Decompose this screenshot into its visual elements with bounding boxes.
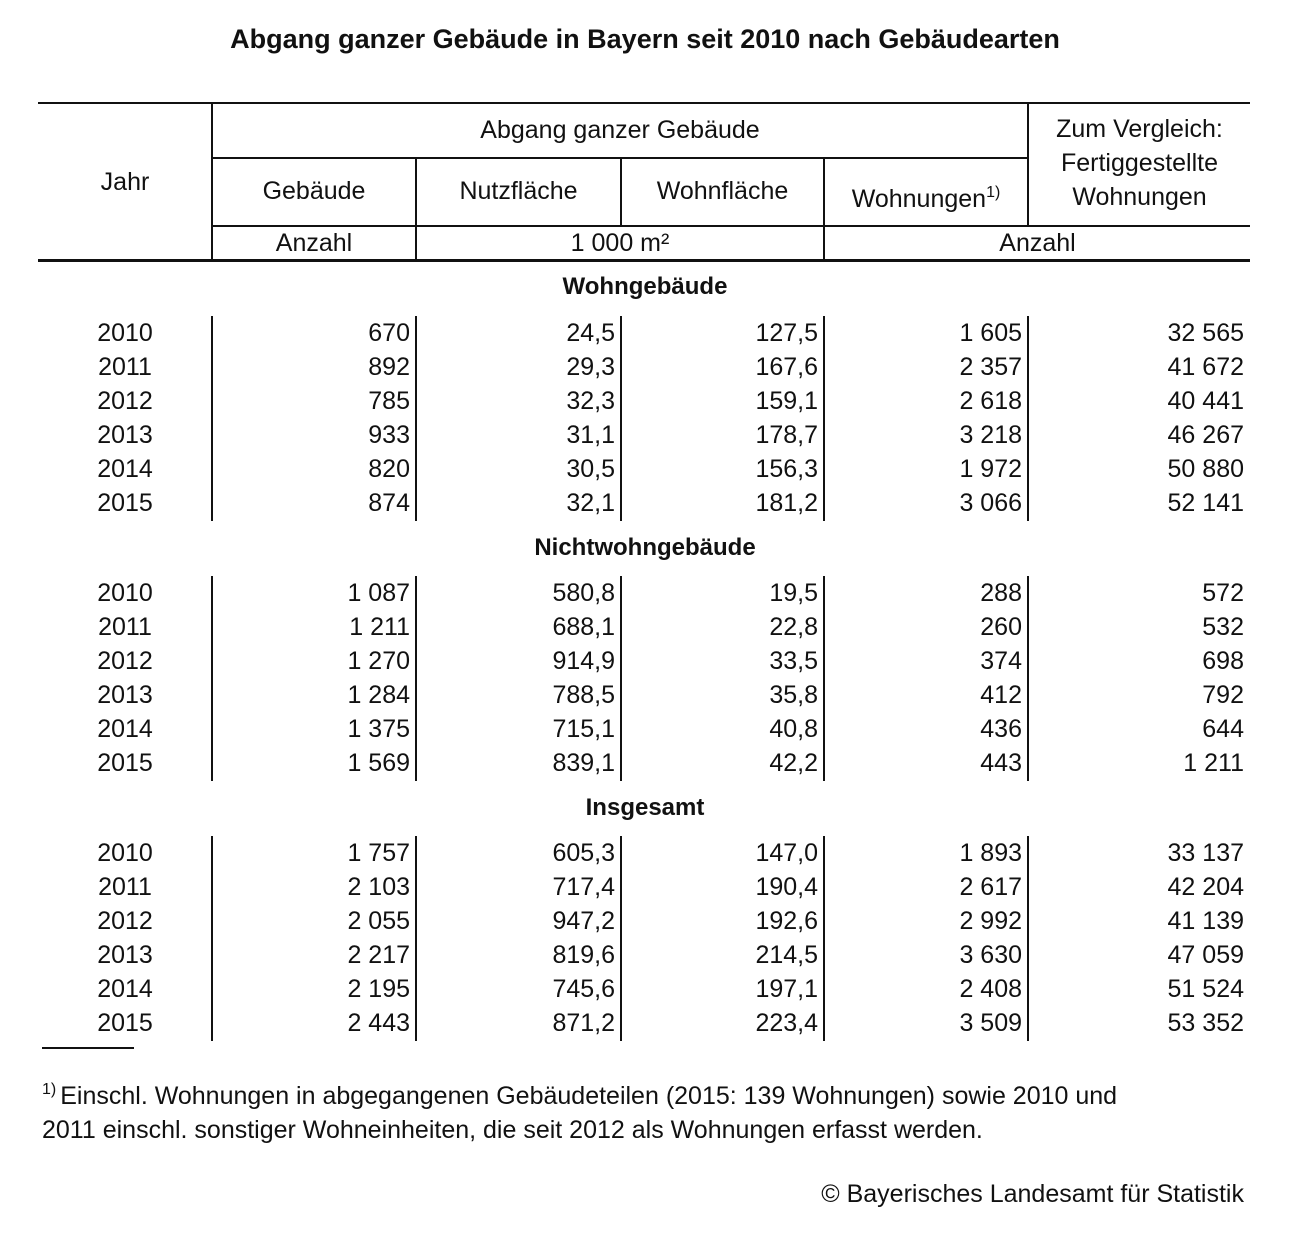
body-vline — [211, 836, 213, 1041]
cell-wohnungen: 288 — [980, 579, 1022, 607]
body-vline — [211, 576, 213, 781]
row-year: 2013 — [97, 421, 153, 449]
section-label-insgesamt: Insgesamt — [585, 794, 705, 821]
section-label-wohngebaeude: Wohngebäude — [562, 273, 728, 300]
cell-nutzflaeche: 605,3 — [552, 839, 615, 867]
cell-gebaeude: 1 270 — [347, 647, 410, 675]
cell-wohnungen: 2 357 — [959, 353, 1022, 381]
cell-gebaeude: 820 — [368, 455, 410, 483]
cell-gebaeude: 874 — [368, 489, 410, 517]
footnote-line1 — [42, 1073, 1262, 1113]
cell-wohnungen: 1 893 — [959, 839, 1022, 867]
cell-nutzflaeche: 839,1 — [552, 749, 615, 777]
cell-nutzflaeche: 32,1 — [566, 489, 615, 517]
cell-fertiggestellt: 53 352 — [1167, 1009, 1244, 1037]
body-vline — [1027, 316, 1029, 521]
cell-nutzflaeche: 31,1 — [566, 421, 615, 449]
body-vline — [823, 576, 825, 781]
header-group: Abgang ganzer Gebäude — [480, 116, 760, 144]
body-vline — [415, 836, 417, 1041]
cell-wohnungen: 2 992 — [959, 907, 1022, 935]
cell-fertiggestellt: 50 880 — [1167, 455, 1244, 483]
cell-nutzflaeche: 30,5 — [566, 455, 615, 483]
cell-wohnflaeche: 190,4 — [755, 873, 818, 901]
cell-gebaeude: 670 — [368, 319, 410, 347]
row-year: 2015 — [97, 749, 153, 777]
cell-fertiggestellt: 41 139 — [1167, 907, 1244, 935]
body-vline — [620, 576, 622, 781]
cell-wohnungen: 260 — [980, 613, 1022, 641]
footnote-line2: 2011 einschl. sonstiger Wohneinheiten, die seit 2012 als Wohnungen erfasst werden. — [42, 1116, 983, 1144]
cell-wohnflaeche: 223,4 — [755, 1009, 818, 1037]
cell-gebaeude: 892 — [368, 353, 410, 381]
cell-wohnungen: 374 — [980, 647, 1022, 675]
header-wohnungen — [825, 176, 1027, 216]
unit-anzahl-1: Anzahl — [275, 229, 353, 257]
cell-fertiggestellt: 47 059 — [1167, 941, 1244, 969]
cell-wohnflaeche: 181,2 — [755, 489, 818, 517]
header-vergleich — [1029, 112, 1250, 214]
cell-gebaeude: 2 103 — [347, 873, 410, 901]
cell-fertiggestellt: 46 267 — [1167, 421, 1244, 449]
cell-wohnflaeche: 159,1 — [755, 387, 818, 415]
cell-nutzflaeche: 24,5 — [566, 319, 615, 347]
cell-wohnungen: 412 — [980, 681, 1022, 709]
cell-wohnflaeche: 35,8 — [769, 681, 818, 709]
cell-wohnflaeche: 156,3 — [755, 455, 818, 483]
table-top-rule — [38, 102, 1250, 104]
cell-gebaeude: 785 — [368, 387, 410, 415]
page-title: Abgang ganzer Gebäude in Bayern seit 2010 nach Gebäudearten — [230, 24, 1060, 54]
row-year: 2014 — [97, 455, 153, 483]
unit-anzahl-2: Anzahl — [999, 229, 1076, 257]
cell-fertiggestellt: 41 672 — [1167, 353, 1244, 381]
cell-wohnflaeche: 33,5 — [769, 647, 818, 675]
body-vline — [415, 576, 417, 781]
body-vline — [620, 316, 622, 521]
header-footnote-mark: 1) — [986, 184, 1001, 201]
row-year: 2010 — [97, 319, 153, 347]
cell-wohnflaeche: 42,2 — [769, 749, 818, 777]
row-year: 2015 — [97, 489, 153, 517]
cell-fertiggestellt: 572 — [1202, 579, 1244, 607]
header-vergleich-line1: Zum Vergleich: — [1056, 115, 1223, 143]
footnote-mark: 1) — [42, 1081, 57, 1098]
header-vergleich-line3: Wohnungen — [1072, 183, 1207, 211]
cell-fertiggestellt: 644 — [1202, 715, 1244, 743]
header-wohnungen-label: Wohnungen — [851, 185, 987, 213]
row-year: 2015 — [97, 1009, 153, 1037]
cell-nutzflaeche: 745,6 — [552, 975, 615, 1003]
cell-nutzflaeche: 580,8 — [552, 579, 615, 607]
cell-fertiggestellt: 51 524 — [1167, 975, 1244, 1003]
header-wohnflaeche: Wohnfläche — [656, 177, 789, 205]
cell-wohnungen: 436 — [980, 715, 1022, 743]
cell-wohnflaeche: 192,6 — [755, 907, 818, 935]
cell-gebaeude: 1 757 — [347, 839, 410, 867]
cell-nutzflaeche: 819,6 — [552, 941, 615, 969]
header-gebaeude: Gebäude — [262, 177, 366, 205]
cell-nutzflaeche: 914,9 — [552, 647, 615, 675]
row-year: 2011 — [98, 613, 152, 641]
row-year: 2013 — [97, 941, 153, 969]
body-vline — [211, 316, 213, 521]
cell-wohnflaeche: 147,0 — [755, 839, 818, 867]
cell-gebaeude: 1 569 — [347, 749, 410, 777]
cell-gebaeude: 933 — [368, 421, 410, 449]
cell-wohnflaeche: 214,5 — [755, 941, 818, 969]
cell-gebaeude: 1 375 — [347, 715, 410, 743]
cell-gebaeude: 2 195 — [347, 975, 410, 1003]
cell-wohnflaeche: 40,8 — [769, 715, 818, 743]
cell-fertiggestellt: 698 — [1202, 647, 1244, 675]
cell-fertiggestellt: 32 565 — [1167, 319, 1244, 347]
body-vline — [823, 316, 825, 521]
row-year: 2012 — [97, 647, 153, 675]
cell-wohnungen: 3 630 — [959, 941, 1022, 969]
cell-wohnflaeche: 127,5 — [755, 319, 818, 347]
cell-wohnflaeche: 19,5 — [769, 579, 818, 607]
body-vline — [415, 316, 417, 521]
cell-gebaeude: 1 087 — [347, 579, 410, 607]
cell-wohnflaeche: 197,1 — [755, 975, 818, 1003]
cell-wohnungen: 3 218 — [959, 421, 1022, 449]
cell-wohnungen: 2 408 — [959, 975, 1022, 1003]
row-year: 2014 — [97, 715, 153, 743]
cell-nutzflaeche: 715,1 — [552, 715, 615, 743]
cell-nutzflaeche: 717,4 — [552, 873, 615, 901]
cell-fertiggestellt: 40 441 — [1167, 387, 1244, 415]
cell-nutzflaeche: 947,2 — [552, 907, 615, 935]
cell-fertiggestellt: 1 211 — [1183, 749, 1244, 777]
cell-nutzflaeche: 29,3 — [566, 353, 615, 381]
cell-nutzflaeche: 688,1 — [552, 613, 615, 641]
footnote-separator — [42, 1047, 134, 1049]
cell-wohnungen: 443 — [980, 749, 1022, 777]
cell-gebaeude: 2 217 — [347, 941, 410, 969]
cell-fertiggestellt: 532 — [1202, 613, 1244, 641]
cell-fertiggestellt: 42 204 — [1167, 873, 1244, 901]
header-vergleich-line2: Fertiggestellte — [1060, 149, 1219, 177]
cell-wohnungen: 2 618 — [959, 387, 1022, 415]
row-year: 2012 — [97, 387, 153, 415]
section-label-nichtwohngebaeude: Nichtwohngebäude — [534, 534, 756, 561]
cell-wohnungen: 3 509 — [959, 1009, 1022, 1037]
cell-fertiggestellt: 52 141 — [1167, 489, 1244, 517]
body-vline — [1027, 576, 1029, 781]
row-year: 2011 — [98, 353, 152, 381]
cell-gebaeude: 2 443 — [347, 1009, 410, 1037]
header-jahr: Jahr — [100, 168, 150, 196]
cell-fertiggestellt: 33 137 — [1167, 839, 1244, 867]
row-year: 2010 — [97, 579, 153, 607]
cell-wohnflaeche: 167,6 — [755, 353, 818, 381]
cell-gebaeude: 2 055 — [347, 907, 410, 935]
cell-wohnungen: 2 617 — [959, 873, 1022, 901]
copyright: © Bayerisches Landesamt für Statistik — [821, 1180, 1244, 1208]
row-year: 2010 — [97, 839, 153, 867]
body-vline — [620, 836, 622, 1041]
row-year: 2011 — [98, 873, 152, 901]
cell-wohnflaeche: 22,8 — [769, 613, 818, 641]
footnote — [42, 1073, 1262, 1147]
cell-gebaeude: 1 211 — [349, 613, 410, 641]
header-nutzflaeche: Nutzfläche — [459, 177, 578, 205]
cell-wohnungen: 1 605 — [959, 319, 1022, 347]
cell-gebaeude: 1 284 — [347, 681, 410, 709]
cell-nutzflaeche: 871,2 — [552, 1009, 615, 1037]
cell-fertiggestellt: 792 — [1202, 681, 1244, 709]
unit-flaeche: 1 000 m² — [570, 229, 670, 257]
row-year: 2012 — [97, 907, 153, 935]
footnote-text1: Einschl. Wohnungen in abgegangenen Gebäudeteilen (2015: 139 Wohnungen) sowie 2010 und — [60, 1082, 1118, 1110]
body-vline — [823, 836, 825, 1041]
cell-nutzflaeche: 32,3 — [566, 387, 615, 415]
cell-wohnungen: 3 066 — [959, 489, 1022, 517]
row-year: 2014 — [97, 975, 153, 1003]
cell-nutzflaeche: 788,5 — [552, 681, 615, 709]
cell-wohnflaeche: 178,7 — [755, 421, 818, 449]
body-vline — [1027, 836, 1029, 1041]
cell-wohnungen: 1 972 — [959, 455, 1022, 483]
row-year: 2013 — [97, 681, 153, 709]
